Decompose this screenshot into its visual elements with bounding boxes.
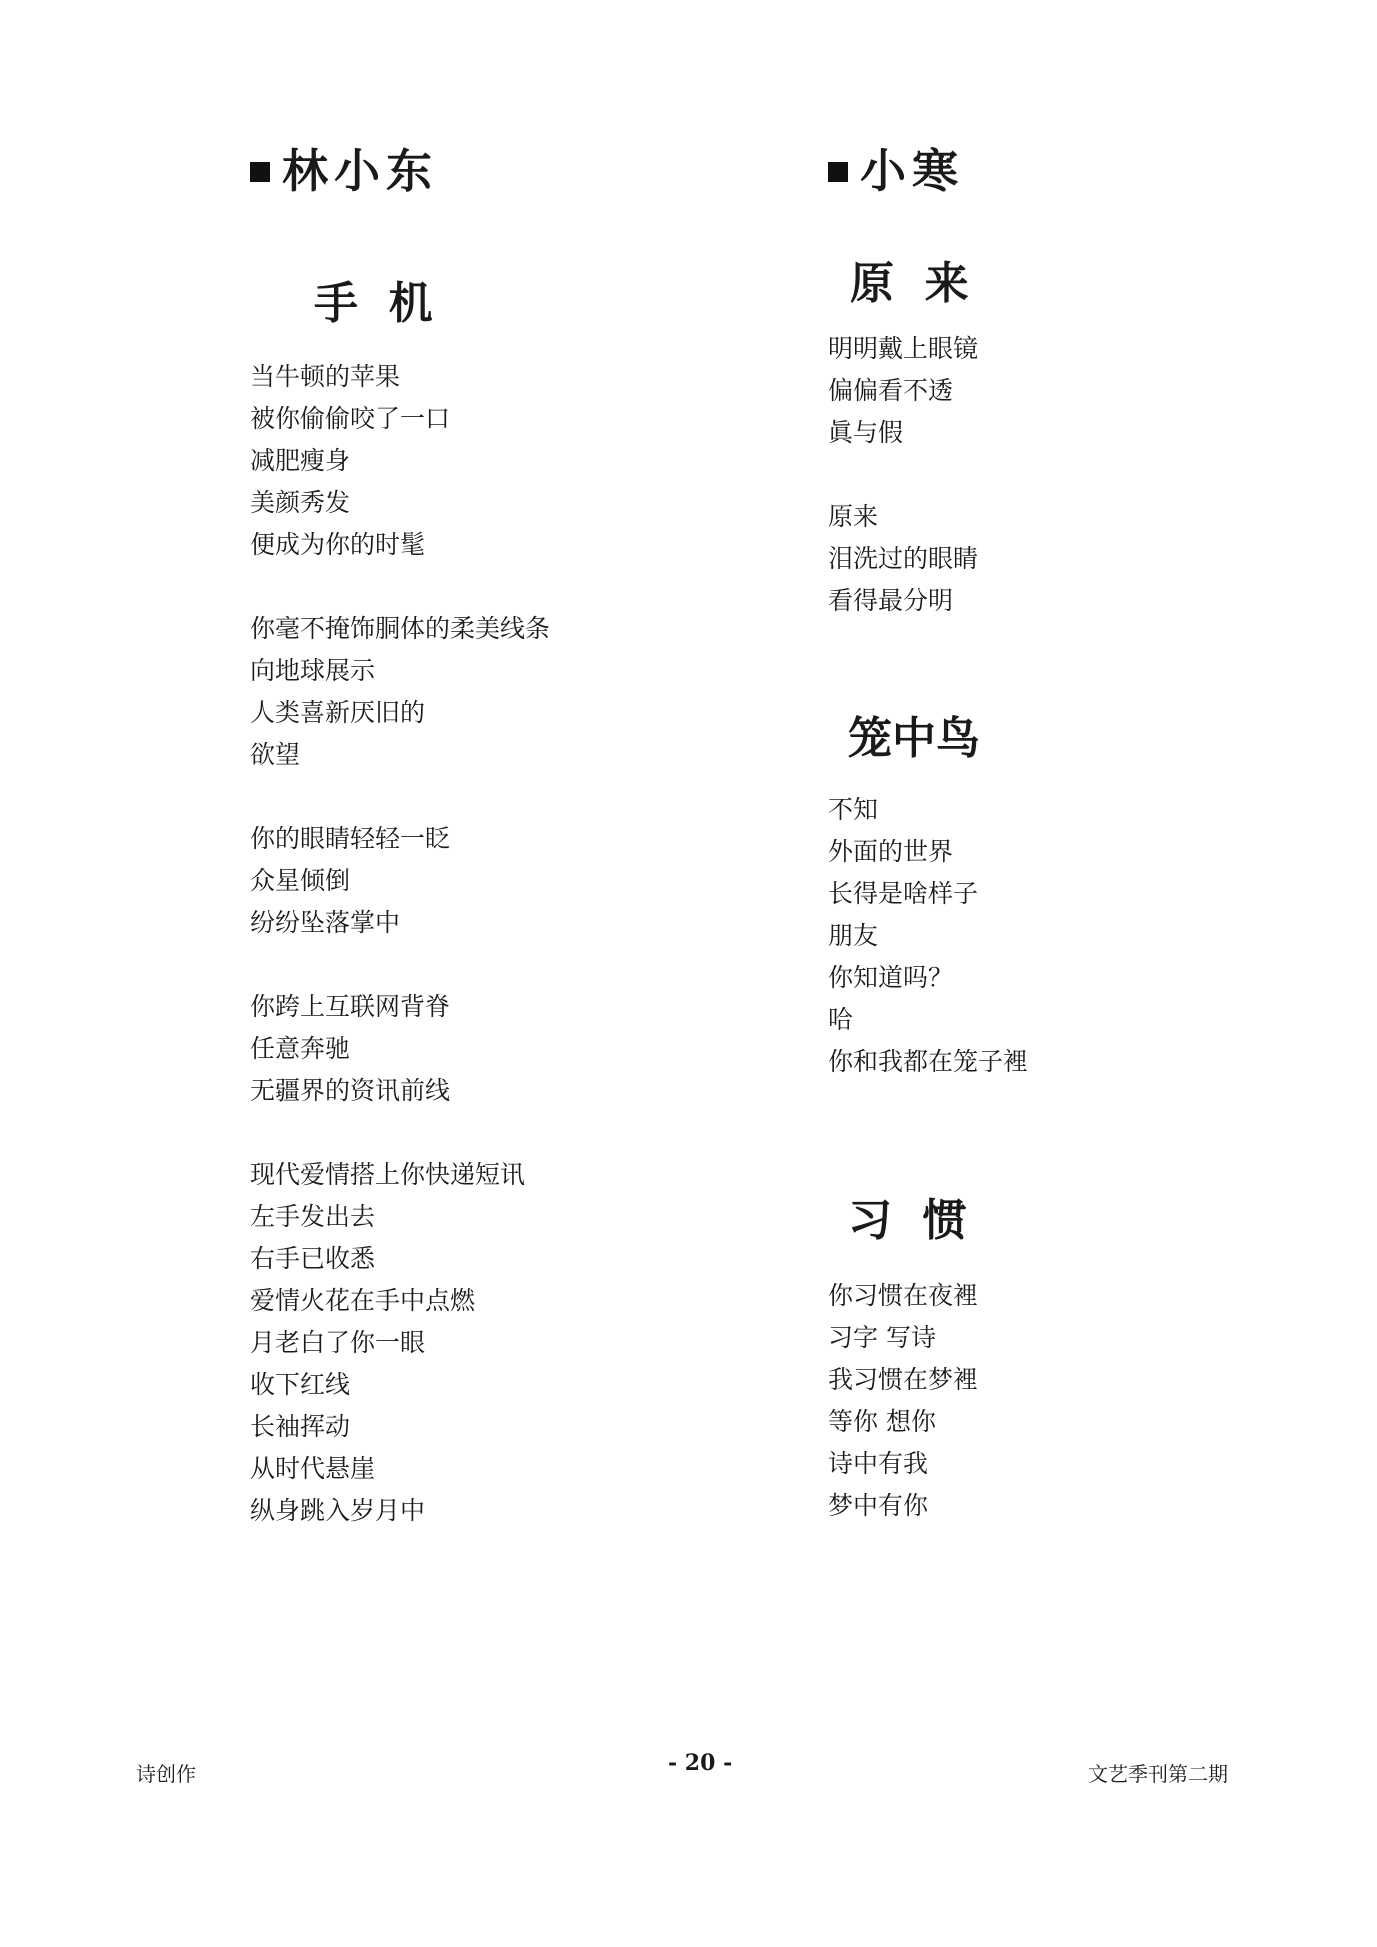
poem-line: 朋友: [828, 921, 879, 950]
author-heading: [828, 135, 964, 201]
stanza: [828, 1275, 978, 1527]
poem-line: 诗中有我: [828, 1449, 929, 1478]
author-name: 林小东: [282, 144, 438, 198]
poem-line: 你的眼睛轻轻一眨: [250, 824, 451, 853]
poem-line: 偏偏看不透: [828, 376, 954, 405]
poem-title: 原 来: [850, 258, 969, 309]
poem-title: 笼中鸟: [848, 713, 980, 764]
poem-line: 原来: [828, 502, 879, 531]
poem-line: 右手已收悉: [250, 1244, 376, 1273]
poem-line: 泪洗过的眼睛: [828, 544, 979, 573]
stanza: [250, 818, 550, 944]
square-bullet-icon: [828, 162, 848, 182]
poem-title: 手 机: [314, 278, 433, 329]
poem-line: 等你 想你: [828, 1407, 936, 1436]
stanza: [250, 356, 550, 566]
poem-line: 我习惯在梦裡: [828, 1365, 979, 1394]
poem-body: [828, 1275, 978, 1527]
poem-line: 无疆界的资讯前线: [250, 1076, 451, 1105]
poem-line: 梦中有你: [828, 1491, 929, 1520]
poem-line: 欲望: [250, 740, 301, 769]
poem-line: 收下红线: [250, 1370, 351, 1399]
poem-line: 你和我都在笼子裡: [828, 1047, 1029, 1076]
poem-line: 现代爱情搭上你快递短讯: [250, 1160, 526, 1189]
poem-line: 看得最分明: [828, 586, 954, 615]
poem-line: 从时代悬崖: [250, 1454, 376, 1483]
poem-line: 减肥瘦身: [250, 446, 351, 475]
poem-line: 众星倾倒: [250, 866, 351, 895]
poem-line: 美颜秀发: [250, 488, 351, 517]
poem-line: 哈: [828, 1005, 854, 1034]
poem-line: 你知道吗？: [828, 963, 954, 992]
poem-line: 习字 写诗: [828, 1323, 936, 1352]
stanza: [250, 986, 550, 1112]
poem-line: 被你偷偷咬了一口: [250, 404, 451, 433]
poem-line: 外面的世界: [828, 837, 954, 866]
poem-line: 任意奔驰: [250, 1034, 351, 1063]
footer-section-label: 诗创作: [136, 1762, 196, 1786]
poem-line: 当牛顿的苹果: [250, 362, 401, 391]
stanza: [250, 608, 550, 776]
poem-line: 月老白了你一眼: [250, 1328, 426, 1357]
poem-line: 长得是啥样子: [828, 879, 979, 908]
poem-line: 长袖挥动: [250, 1412, 351, 1441]
poem-line: 你习惯在夜裡: [828, 1281, 979, 1310]
poem-line: 不知: [828, 795, 879, 824]
poem-body: [250, 356, 550, 1532]
poem-line: 向地球展示: [250, 656, 376, 685]
footer-publication-label: 文艺季刊第二期: [1088, 1762, 1228, 1786]
poem-line: 你跨上互联网背脊: [250, 992, 451, 1021]
poem-line: 纷纷坠落掌中: [250, 908, 401, 937]
square-bullet-icon: [250, 162, 270, 182]
poem-line: 纵身跳入岁月中: [250, 1496, 426, 1525]
author-heading: [250, 135, 438, 201]
poem-body: [828, 789, 1028, 1083]
poem-line: 左手发出去: [250, 1202, 376, 1231]
poem-line: 你毫不掩饰胴体的柔美线条: [250, 614, 551, 643]
author-name: 小寒: [860, 144, 964, 198]
poem-line: 眞与假: [828, 418, 904, 447]
page-number: - 20 -: [668, 1750, 733, 1776]
poem-title: 习 惯: [848, 1195, 967, 1246]
poem-line: 便成为你的时髦: [250, 530, 426, 559]
poem-line: 明明戴上眼镜: [828, 334, 979, 363]
stanza: [828, 328, 978, 454]
poem-line: 爱情火花在手中点燃: [250, 1286, 476, 1315]
poem-line: 人类喜新厌旧的: [250, 698, 426, 727]
poem-body: [828, 328, 978, 622]
stanza: [828, 496, 978, 622]
stanza: [250, 1154, 550, 1532]
stanza: [828, 789, 1028, 1083]
